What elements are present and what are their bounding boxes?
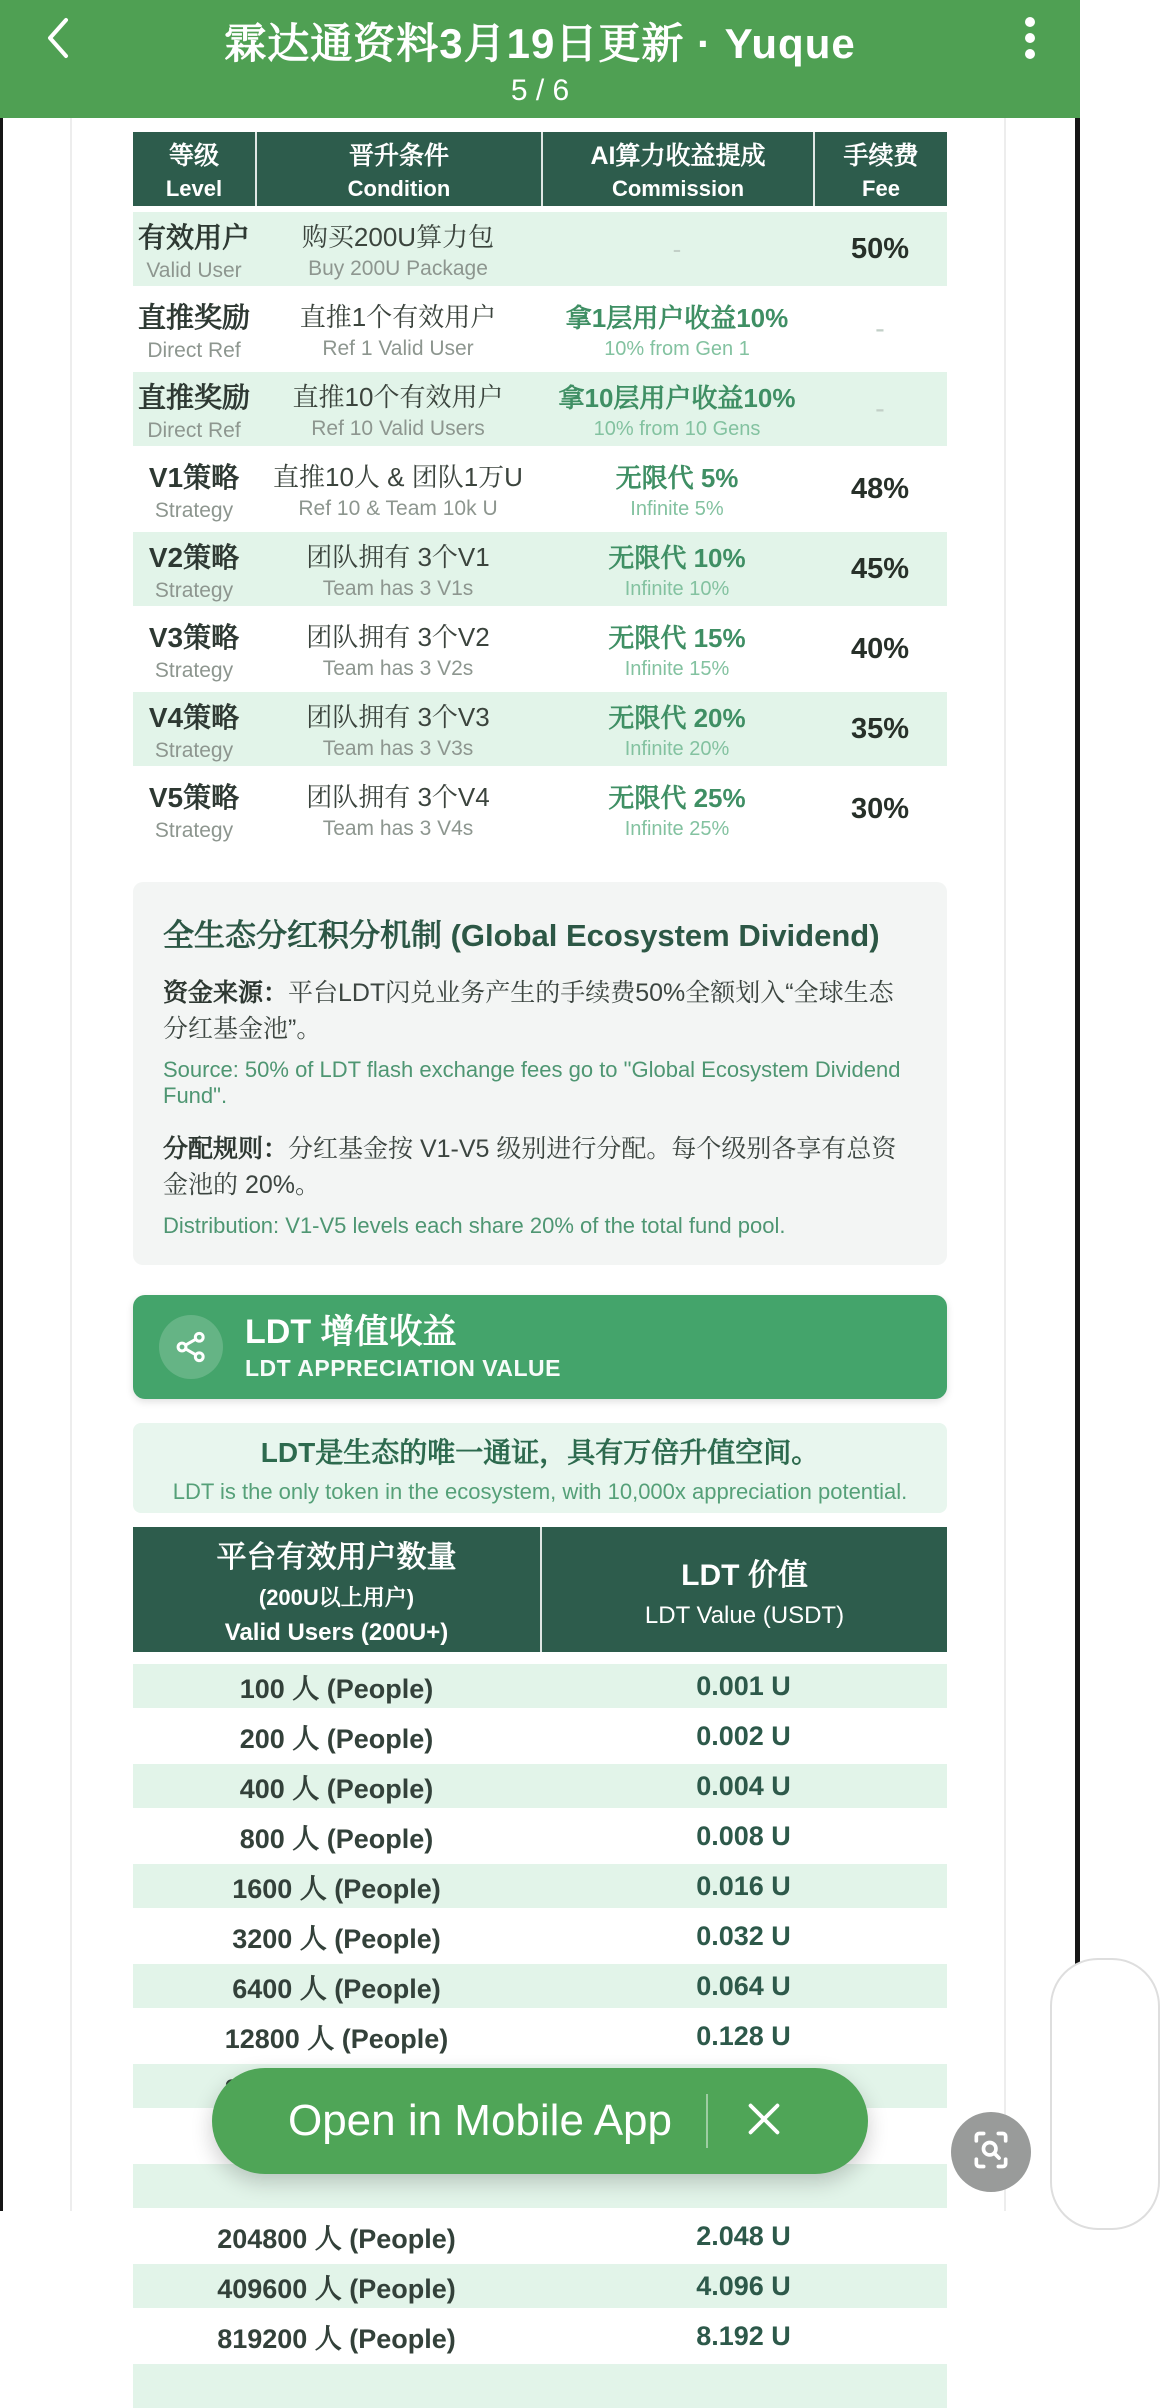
table-row: 800 人 (People) 0.008 U bbox=[239, 1820, 791, 1854]
table-row: 6400 人 (People) 0.064 U bbox=[133, 1964, 947, 2008]
column-header-condition: 晋升条件 Condition bbox=[255, 132, 541, 206]
banner-subtitle: LDT APPRECIATION VALUE bbox=[245, 1354, 561, 1381]
table-row: V5策略 Strategy 团队拥有 3个V4 Team has 3 V4s 无限代 25% Infinite 25% 30% bbox=[148, 781, 910, 842]
menu-button[interactable] bbox=[1010, 14, 1050, 66]
column-header-commission: AI算力收益提成 Commission bbox=[541, 132, 813, 206]
column-header-fee: 手续费 Fee bbox=[813, 132, 947, 206]
app-header bbox=[0, 0, 1080, 118]
close-button[interactable] bbox=[736, 2093, 792, 2149]
level-table bbox=[133, 132, 947, 846]
dividend-title: 全生态分红积分机制 (Global Ecosystem Dividend) bbox=[163, 918, 880, 953]
table-row: 409600 人 (People) 4.096 U bbox=[133, 2264, 947, 2308]
table-row: V3策略 Strategy 团队拥有 3个V2 Team has 3 V2s 无限代 15% Infinite 15% 40% bbox=[148, 621, 910, 682]
table-row: V2策略 Strategy 团队拥有 3个V1 Team has 3 V1s 无限代 10% Infinite 10% 45% bbox=[133, 532, 947, 606]
share-icon bbox=[159, 1315, 223, 1379]
banner-title: LDT 增值收益 bbox=[245, 1312, 457, 1351]
table-row: 有效用户 Valid User 购买200U算力包 Buy 200U Package - 50% bbox=[133, 212, 947, 286]
value-table-header bbox=[133, 1527, 947, 1652]
dividend-dist-zh: 分配规则：分红基金按 V1-V5 级别进行分配。每个级别各享有总资金池的 20%。 bbox=[163, 1135, 897, 1199]
table-row: 819200 人 (People) 8.192 U bbox=[217, 2320, 791, 2354]
dividend-source-zh: 资金来源：平台LDT闪兑业务产生的手续费50%全额划入“全球生态分红基金池”。 bbox=[163, 979, 894, 1043]
table-row-partial bbox=[133, 2364, 947, 2408]
value-table bbox=[133, 1527, 947, 2408]
page-edge-right bbox=[1004, 118, 1006, 2211]
scan-button[interactable] bbox=[951, 2112, 1031, 2192]
open-in-app-pill[interactable] bbox=[212, 2068, 868, 2174]
page-title: 霖达通资料3月19日更新 · Yuque bbox=[224, 20, 856, 67]
table-row: 3200 人 (People) 0.032 U bbox=[232, 1920, 791, 1954]
dividend-info-box bbox=[133, 882, 947, 1265]
table-row: 直推奖励 Direct Ref 直推10个有效用户 Ref 10 Valid Users 拿10层用户收益10% 10% from 10 Gens - bbox=[133, 372, 947, 446]
scan-search-icon bbox=[969, 2128, 1013, 2177]
table-row: 204800 人 (People) 2.048 U bbox=[217, 2220, 791, 2254]
dividend-source-en: Source: 50% of LDT flash exchange fees go to "Global Ecosystem Dividend Fund". bbox=[163, 1057, 901, 1108]
dividend-dist-en: Distribution: V1-V5 levels each share 20% of the total fund pool. bbox=[163, 1213, 786, 1238]
pill-divider bbox=[706, 2094, 708, 2148]
table-row: 100 人 (People) 0.001 U bbox=[133, 1664, 947, 1708]
level-table-header bbox=[133, 132, 947, 206]
page-edge-left bbox=[70, 118, 72, 2211]
ldt-banner bbox=[133, 1295, 947, 1399]
screen-edge-right bbox=[1075, 118, 1080, 2211]
table-row: 400 人 (People) 0.004 U bbox=[133, 1764, 947, 1808]
close-icon bbox=[741, 2096, 787, 2147]
kebab-menu-icon bbox=[1023, 13, 1037, 68]
right-edge-panel bbox=[1050, 1958, 1160, 2230]
column-header-users: 平台有效用户数量 (200U以上用户) Valid Users (200U+) bbox=[216, 1541, 457, 1646]
table-row: 1600 人 (People) 0.016 U bbox=[133, 1864, 947, 1908]
column-header-ldt-value: LDT 价值 LDT Value (USDT) bbox=[540, 1527, 947, 1652]
table-row: V1策略 Strategy 直推10人 & 团队1万U Ref 10 & Team 10k U 无限代 5% Infinite 5% 48% bbox=[148, 461, 910, 522]
table-row: 直推奖励 Direct Ref 直推1个有效用户 Ref 1 Valid User 拿1层用户收益10% 10% from Gen 1 - bbox=[137, 301, 885, 362]
table-row: V4策略 Strategy 团队拥有 3个V3 Team has 3 V3s 无限代 20% Infinite 20% 35% bbox=[133, 692, 947, 766]
open-in-app-label[interactable]: Open in Mobile App bbox=[287, 2096, 673, 2145]
column-header-level: 等级 Level bbox=[165, 142, 223, 201]
ldt-note: LDT是生态的唯一通证，具有万倍升值空间。 LDT is the only token in the ecosystem, with 10,000x appreciation potential. bbox=[133, 1423, 947, 1513]
page-indicator: 5 / 6 bbox=[510, 74, 570, 107]
document-page bbox=[0, 118, 1080, 2354]
screen-edge-left bbox=[0, 118, 3, 2211]
back-button[interactable] bbox=[38, 12, 78, 64]
chevron-left-icon bbox=[38, 51, 78, 68]
table-row: 12800 人 (People) 0.128 U bbox=[224, 2020, 791, 2054]
table-row: 200 人 (People) 0.002 U bbox=[239, 1720, 791, 1754]
